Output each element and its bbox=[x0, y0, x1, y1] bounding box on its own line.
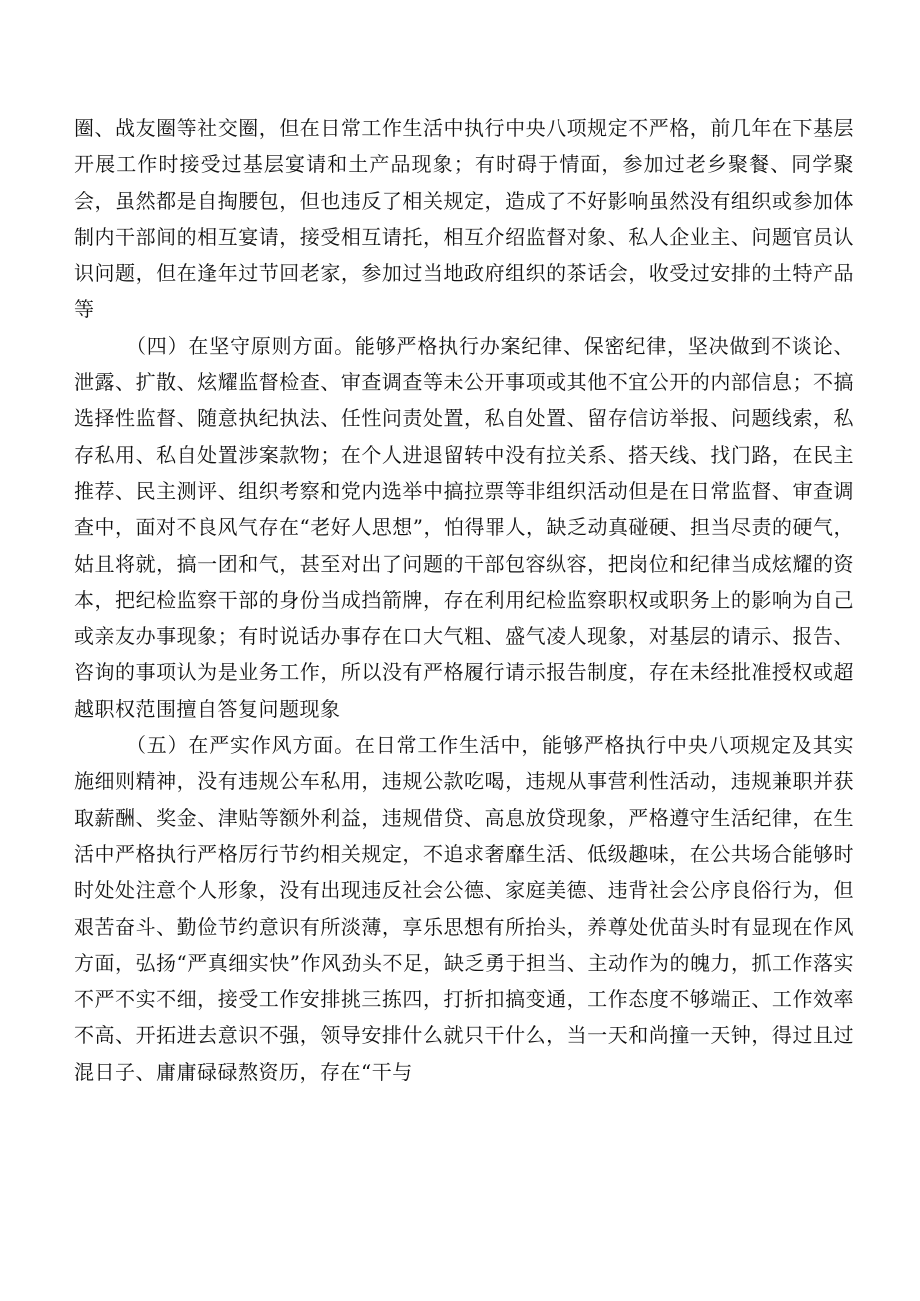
paragraph-adhere-principles: （四）在坚守原则方面。能够严格执行办案纪律、保密纪律，坚决做到不谈论、泄露、扩散、炫耀监督检查、审查调查等未公开事项或其他不宜公开的内部信息；不搞选择性监督、随意执纪执法、任性问责处置，私自处置、留存信访举报、问题线索，私存私用、私自处置涉案款物；在个人进退留转中没有拉关系、搭天线、找门路，在民主推荐、民主测评、组织考察和党内选举中搞拉票等非组织活动但是在日常监督、审查调查中，面对不良风气存在“老好人思想”，怕得罪人，缺乏动真碰硬、担当尽责的硬气，姑且将就，搞一团和气，甚至对出了问题的干部包容纵容，把岗位和纪律当成炫耀的资本，把纪检监察干部的身份当成挡箭牌，存在利用纪检监察职权或职务上的影响为自己或亲友办事现象；有时说话办事存在口大气粗、盛气凌人现象，对基层的请示、报告、咨询的事项认为是业务工作，所以没有严格履行请示报告制度，存在未经批准授权或超越职权范围擅自答复问题现象 bbox=[74, 333, 854, 721]
document-body bbox=[74, 110, 854, 1090]
paragraph-continuation: 圈、战友圈等社交圈，但在日常工作生活中执行中央八项规定不严格，前几年在下基层开展工作时接受过基层宴请和土产品现象；有时碍于情面，参加过老乡聚餐、同学聚会，虽然都是自掏腰包，但也违反了相关规定，造成了不好影响虽然没有组织或参加体制内干部间的相互宴请，接受相互请托，相互介绍监督对象、私人企业主、问题官员认识问题，但在逢年过节回老家，参加过当地政府组织的茶话会，收受过安排的土特产品等 bbox=[74, 116, 854, 322]
paragraph-strict-work-style: （五）在严实作风方面。在日常工作生活中，能够严格执行中央八项规定及其实施细则精神，没有违规公车私用，违规公款吃喝，违规从事营利性活动，违规兼职并获取薪酬、奖金、津贴等额外利益，违规借贷、高息放贷现象，严格遵守生活纪律，在生活中严格执行严格厉行节约相关规定，不追求奢靡生活、低级趣味，在公共场合能够时时处处注意个人形象，没有出现违反社会公德、家庭美德、违背社会公序良俗行为，但艰苦奋斗、勤俭节约意识有所淡薄，享乐思想有所抬头，养尊处优苗头时有显现在作风方面，弘扬“严真细实快”作风劲头不足，缺乏勇于担当、主动作为的魄力，抓工作落实不严不实不细，接受工作安排挑三拣四，打折扣搞变通，工作态度不够端正、工作效率不高、开拓进去意识不强，领导安排什么就只干什么，当一天和尚撞一天钟，得过且过混日子、庸庸碌碌熬资历，存在“干与 bbox=[74, 733, 854, 1084]
